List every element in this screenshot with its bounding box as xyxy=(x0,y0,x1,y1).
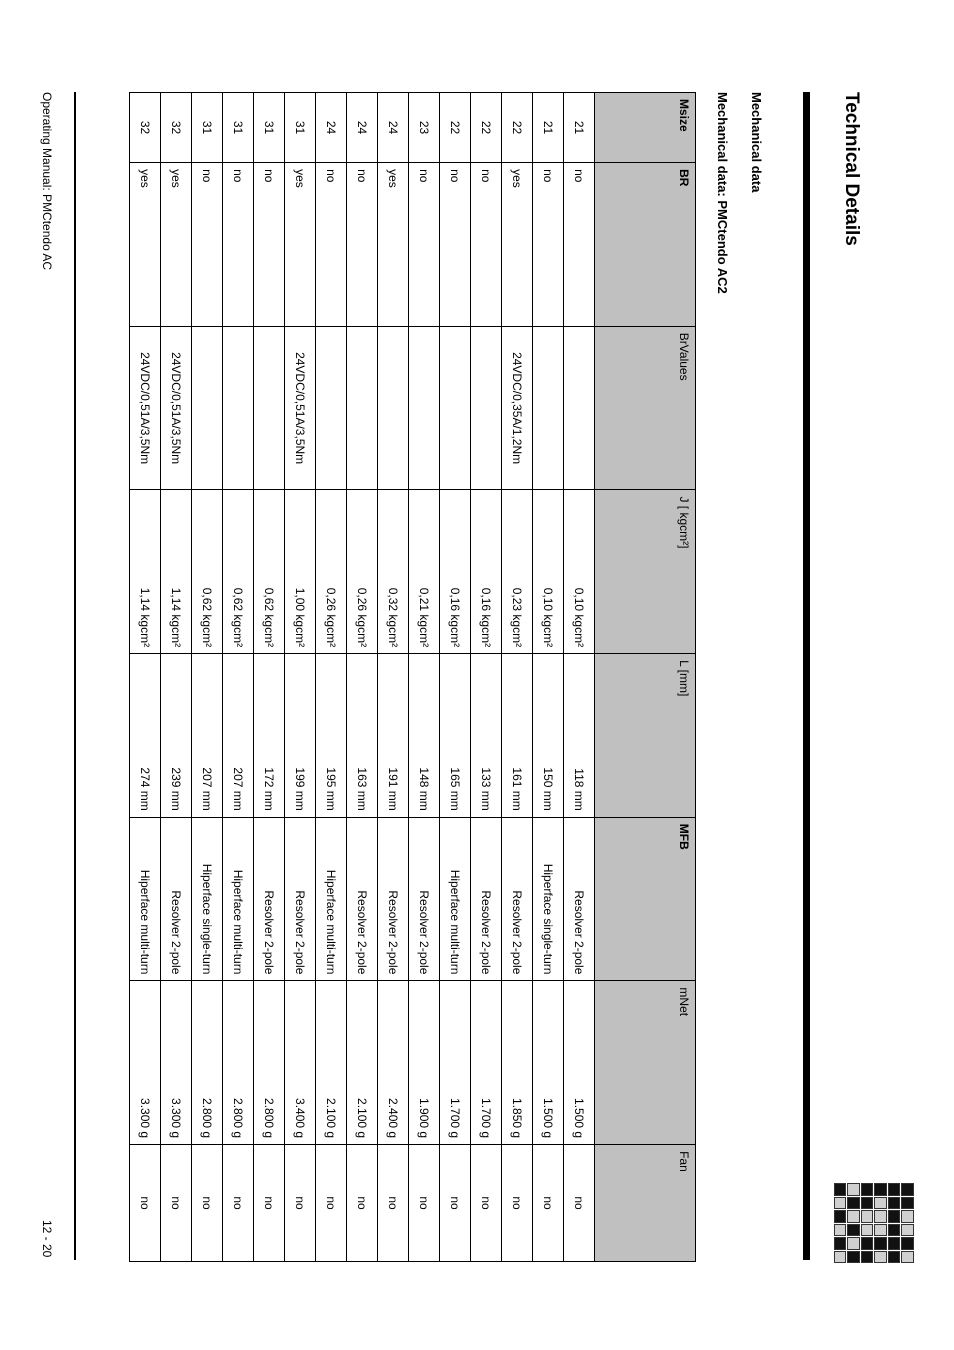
cell-j: 1,14 kgcm² xyxy=(130,490,161,654)
cell-j: 0,10 kgcm² xyxy=(533,490,564,654)
cell-mfb: Hiperface single-turn xyxy=(192,817,223,981)
table-row xyxy=(316,93,347,1262)
cell-brvalues xyxy=(316,326,347,490)
cell-msize: 31 xyxy=(223,93,254,163)
subsection-heading: Mechanical data: PMCtendo AC2 xyxy=(715,92,730,294)
cell-brvalues xyxy=(440,326,471,490)
cell-l: 191 mm xyxy=(378,654,409,818)
cell-fan: no xyxy=(192,1145,223,1262)
table-row xyxy=(254,93,285,1262)
footer-page-number: 12 - 20 xyxy=(40,1220,54,1258)
table-row xyxy=(533,93,564,1262)
cell-br: yes xyxy=(502,163,533,327)
col-header-msize: Msize xyxy=(595,93,696,163)
cell-brvalues: 24VDC/0,51A/3,5Nm xyxy=(161,326,192,490)
cell-l: 239 mm xyxy=(161,654,192,818)
table-row xyxy=(285,93,316,1262)
table-row xyxy=(347,93,378,1262)
cell-l: 133 mm xyxy=(471,654,502,818)
cell-mfb: Hiperface multi-turn xyxy=(440,817,471,981)
cell-msize: 32 xyxy=(161,93,192,163)
table-row xyxy=(471,93,502,1262)
cell-mfb: Hiperface multi-turn xyxy=(316,817,347,981)
cell-brvalues xyxy=(564,326,595,490)
table-row xyxy=(130,93,161,1262)
cell-mnet: 2.800 g xyxy=(254,981,285,1145)
cell-l: 161 mm xyxy=(502,654,533,818)
cell-br: no xyxy=(223,163,254,327)
footer-rule xyxy=(74,92,76,1260)
table-header-row xyxy=(595,93,696,1262)
cell-j: 0,16 kgcm² xyxy=(440,490,471,654)
cell-mfb: Resolver 2-pole xyxy=(254,817,285,981)
cell-br: yes xyxy=(161,163,192,327)
cell-l: 150 mm xyxy=(533,654,564,818)
cell-brvalues: 24VDC/0,51A/3,5Nm xyxy=(130,326,161,490)
page-title: Technical Details xyxy=(841,92,862,246)
table-row xyxy=(440,93,471,1262)
cell-mnet: 1.700 g xyxy=(440,981,471,1145)
cell-brvalues xyxy=(378,326,409,490)
cell-br: yes xyxy=(378,163,409,327)
cell-l: 165 mm xyxy=(440,654,471,818)
cell-mnet: 2.400 g xyxy=(378,981,409,1145)
cell-msize: 22 xyxy=(471,93,502,163)
cell-j: 0,62 kgcm² xyxy=(192,490,223,654)
cell-fan: no xyxy=(254,1145,285,1262)
cell-l: 207 mm xyxy=(192,654,223,818)
col-header-br: BR xyxy=(595,163,696,327)
cell-br: no xyxy=(409,163,440,327)
cell-j: 1,00 kgcm² xyxy=(285,490,316,654)
cell-l: 148 mm xyxy=(409,654,440,818)
cell-j: 0,32 kgcm² xyxy=(378,490,409,654)
cell-mfb: Resolver 2-pole xyxy=(502,817,533,981)
cell-mfb: Resolver 2-pole xyxy=(161,817,192,981)
cell-brvalues xyxy=(254,326,285,490)
cell-mfb: Hiperface single-turn xyxy=(533,817,564,981)
cell-l: 172 mm xyxy=(254,654,285,818)
cell-msize: 31 xyxy=(285,93,316,163)
cell-br: no xyxy=(440,163,471,327)
cell-br: no xyxy=(192,163,223,327)
cell-msize: 31 xyxy=(192,93,223,163)
cell-mfb: Resolver 2-pole xyxy=(471,817,502,981)
col-header-mnet: mNet xyxy=(595,981,696,1145)
cell-j: 0,23 kgcm² xyxy=(502,490,533,654)
cell-msize: 32 xyxy=(130,93,161,163)
section-heading: Mechanical data xyxy=(749,92,764,193)
cell-fan: no xyxy=(533,1145,564,1262)
cell-brvalues xyxy=(471,326,502,490)
cell-br: yes xyxy=(130,163,161,327)
table-row xyxy=(192,93,223,1262)
cell-mnet: 1.900 g xyxy=(409,981,440,1145)
cell-j: 0,10 kgcm² xyxy=(564,490,595,654)
table-row xyxy=(161,93,192,1262)
cell-br: no xyxy=(316,163,347,327)
cell-mnet: 3.300 g xyxy=(130,981,161,1145)
cell-fan: no xyxy=(440,1145,471,1262)
cell-br: yes xyxy=(285,163,316,327)
cell-fan: no xyxy=(130,1145,161,1262)
cell-fan: no xyxy=(285,1145,316,1262)
cell-fan: no xyxy=(223,1145,254,1262)
cell-msize: 24 xyxy=(347,93,378,163)
cell-mnet: 2.800 g xyxy=(192,981,223,1145)
col-header-mfb: MFB xyxy=(595,817,696,981)
cell-j: 0,62 kgcm² xyxy=(223,490,254,654)
cell-mnet: 1.850 g xyxy=(502,981,533,1145)
cell-mfb: Resolver 2-pole xyxy=(564,817,595,981)
table-row xyxy=(409,93,440,1262)
cell-fan: no xyxy=(161,1145,192,1262)
cell-mnet: 2.100 g xyxy=(316,981,347,1145)
cell-br: no xyxy=(347,163,378,327)
cell-mfb: Resolver 2-pole xyxy=(347,817,378,981)
cell-j: 0,21 kgcm² xyxy=(409,490,440,654)
cell-fan: no xyxy=(502,1145,533,1262)
cell-fan: no xyxy=(409,1145,440,1262)
cell-brvalues xyxy=(347,326,378,490)
cell-brvalues xyxy=(192,326,223,490)
cell-mnet: 1.500 g xyxy=(564,981,595,1145)
cell-mfb: Hiperface multi-turn xyxy=(223,817,254,981)
cell-l: 163 mm xyxy=(347,654,378,818)
col-header-j: J [ kgcm²] xyxy=(595,490,696,654)
footer-manual: Operating Manual: PMCtendo AC xyxy=(40,92,54,271)
cell-j: 0,26 kgcm² xyxy=(316,490,347,654)
cell-mfb: Hiperface multi-turn xyxy=(130,817,161,981)
cell-brvalues xyxy=(533,326,564,490)
cell-brvalues: 24VDC/0,51A/3,5Nm xyxy=(285,326,316,490)
cell-msize: 22 xyxy=(440,93,471,163)
cell-mnet: 2.800 g xyxy=(223,981,254,1145)
col-header-brvalues: BrValues xyxy=(595,326,696,490)
cell-fan: no xyxy=(316,1145,347,1262)
cell-j: 0,62 kgcm² xyxy=(254,490,285,654)
cell-br: no xyxy=(471,163,502,327)
cell-mnet: 2.100 g xyxy=(347,981,378,1145)
cell-l: 207 mm xyxy=(223,654,254,818)
cell-mnet: 3.300 g xyxy=(161,981,192,1145)
cell-br: no xyxy=(533,163,564,327)
cell-l: 195 mm xyxy=(316,654,347,818)
cell-brvalues xyxy=(409,326,440,490)
cell-msize: 24 xyxy=(316,93,347,163)
cell-mfb: Resolver 2-pole xyxy=(378,817,409,981)
cell-fan: no xyxy=(378,1145,409,1262)
cell-brvalues xyxy=(223,326,254,490)
cell-msize: 21 xyxy=(564,93,595,163)
table-row xyxy=(378,93,409,1262)
cell-fan: no xyxy=(564,1145,595,1262)
cell-mfb: Resolver 2-pole xyxy=(285,817,316,981)
title-block xyxy=(840,92,862,1262)
cell-br: no xyxy=(254,163,285,327)
cell-j: 0,16 kgcm² xyxy=(471,490,502,654)
cell-j: 1,14 kgcm² xyxy=(161,490,192,654)
cell-msize: 31 xyxy=(254,93,285,163)
table-body xyxy=(130,93,595,1262)
table-row xyxy=(502,93,533,1262)
table-row xyxy=(223,93,254,1262)
cell-brvalues: 24VDC/0,35A/1,2Nm xyxy=(502,326,533,490)
col-header-fan: Fan xyxy=(595,1145,696,1262)
title-rule xyxy=(803,92,810,1260)
cell-mnet: 1.700 g xyxy=(471,981,502,1145)
cell-br: no xyxy=(564,163,595,327)
cell-msize: 22 xyxy=(502,93,533,163)
cell-j: 0,26 kgcm² xyxy=(347,490,378,654)
cell-fan: no xyxy=(471,1145,502,1262)
cell-mnet: 3.400 g xyxy=(285,981,316,1145)
cell-l: 199 mm xyxy=(285,654,316,818)
cell-mfb: Resolver 2-pole xyxy=(409,817,440,981)
cell-fan: no xyxy=(347,1145,378,1262)
cell-mnet: 1.500 g xyxy=(533,981,564,1145)
col-header-l: L [mm] xyxy=(595,654,696,818)
cell-l: 118 mm xyxy=(564,654,595,818)
table-row xyxy=(564,93,595,1262)
cell-msize: 24 xyxy=(378,93,409,163)
cell-msize: 21 xyxy=(533,93,564,163)
cell-msize: 23 xyxy=(409,93,440,163)
cell-l: 274 mm xyxy=(130,654,161,818)
mechanical-data-table xyxy=(129,92,696,1262)
